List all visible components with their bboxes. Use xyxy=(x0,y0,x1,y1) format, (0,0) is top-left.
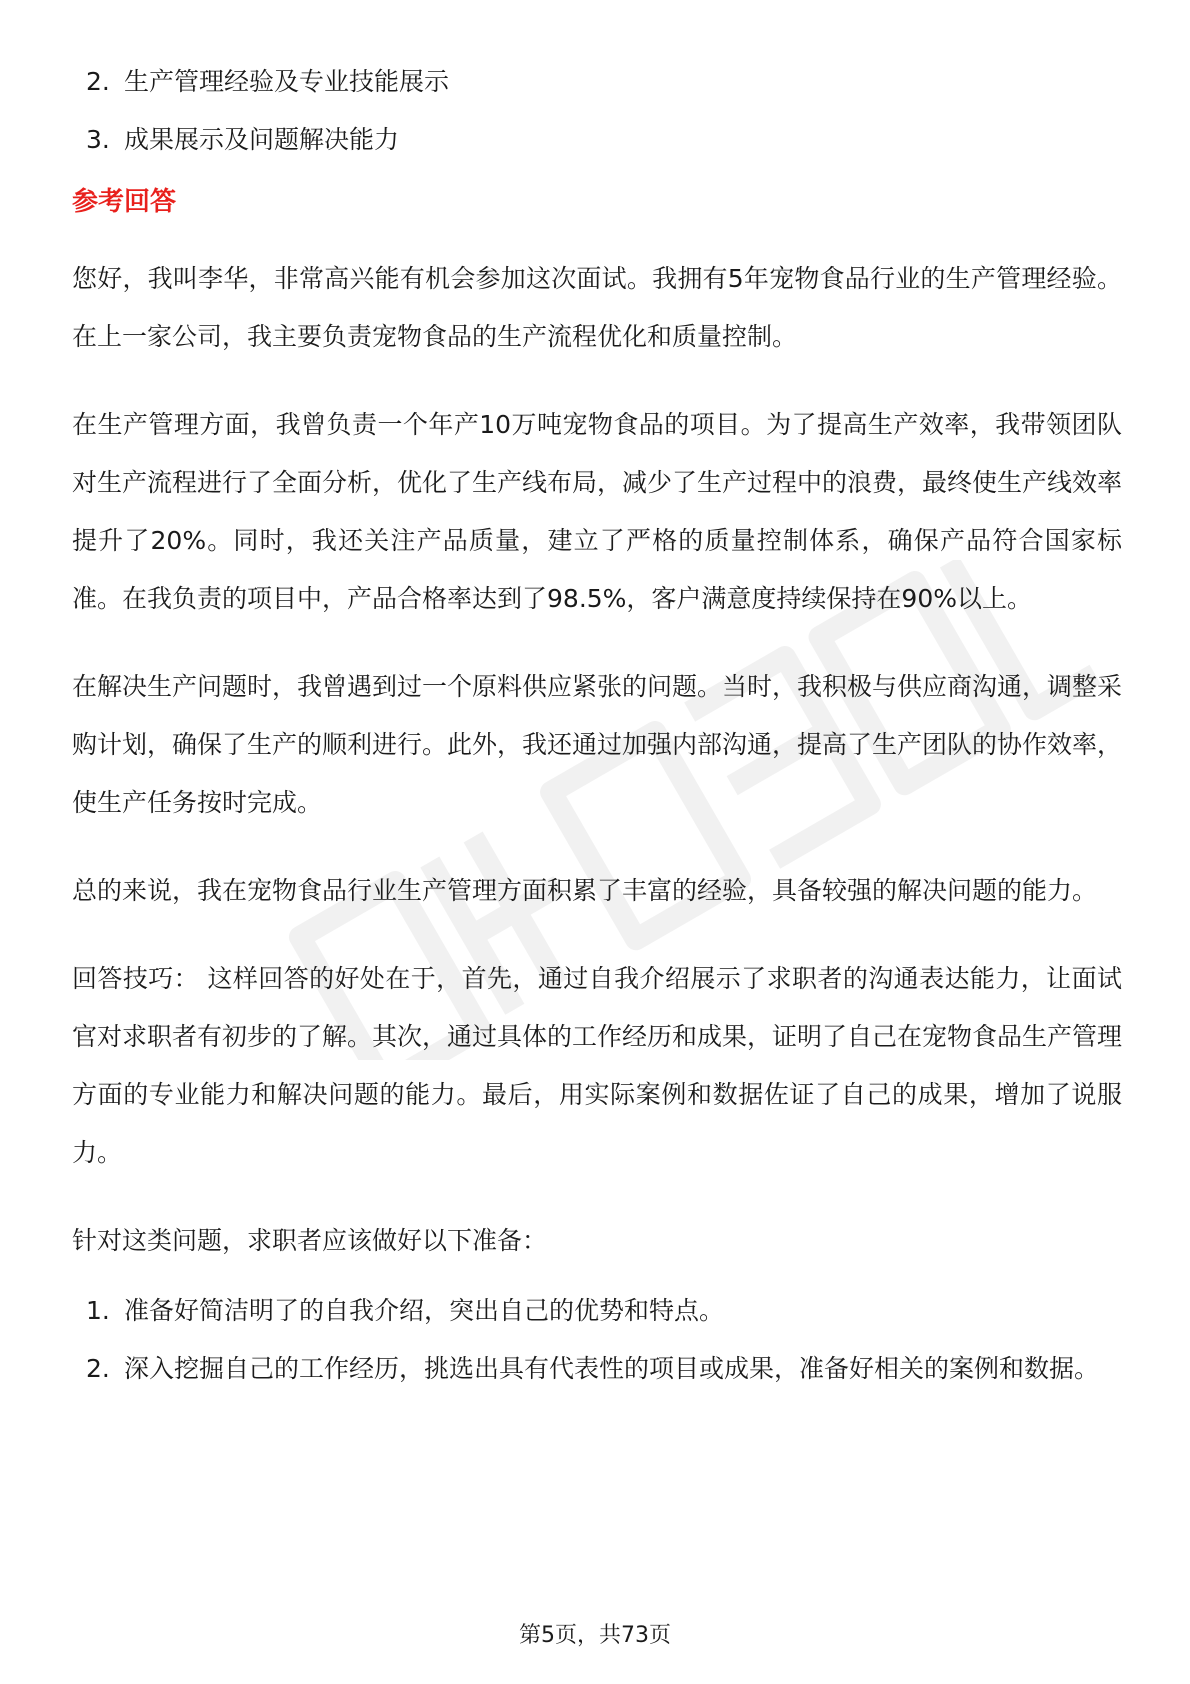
list-item-text: 成果展示及问题解决能力 xyxy=(124,125,400,154)
list-item-text: 准备好简洁明了的自我介绍，突出自己的优势和特点。 xyxy=(124,1296,725,1325)
list-item-number: 3. xyxy=(86,125,110,154)
list-item xyxy=(72,1284,1122,1338)
list-item xyxy=(72,1342,1122,1396)
list-item-text: 生产管理经验及专业技能展示 xyxy=(124,67,450,96)
top-list xyxy=(72,60,1122,162)
list-item xyxy=(72,118,1122,162)
list-item-text: 深入挖掘自己的工作经历，挑选出具有代表性的项目或成果，准备好相关的案例和数据。 xyxy=(124,1354,1100,1383)
paragraph-intro: 您好，我叫李华，非常高兴能有机会参加这次面试。我拥有5年宠物食品行业的生产管理经验。在上一家公司，我主要负责宠物食品的生产流程优化和质量控制。 xyxy=(72,264,1122,351)
answer-heading: 参考回答 xyxy=(72,187,177,217)
prep-list xyxy=(72,1284,1122,1396)
content-area xyxy=(72,60,1122,1400)
paragraph-summary: 总的来说，我在宠物食品行业生产管理方面积累了丰富的经验，具备较强的解决问题的能力。 xyxy=(72,876,1098,905)
paragraph-management: 在生产管理方面，我曾负责一个年产10万吨宠物食品的项目。为了提高生产效率，我带领团队对生产流程进行了全面分析，优化了生产线布局，减少了生产过程中的浪费，最终使生产线效率提升了20%。同时，我还关注产品质量，建立了严格的质量控制体系，确保产品符合国家标准。在我负责的项目中，产品合格率达到了98.5%，客户满意度持续保持在90%以上。 xyxy=(72,410,1123,613)
list-item-number: 2. xyxy=(86,1354,110,1383)
list-item xyxy=(72,60,1122,104)
paragraph-tips: 回答技巧： 这样回答的好处在于，首先，通过自我介绍展示了求职者的沟通表达能力，让面试官对求职者有初步的了解。其次，通过具体的工作经历和成果，证明了自己在宠物食品生产管理方面的专业能力和解决问题的能力。最后，用实际案例和数据佐证了自己的成果，增加了说服力。 xyxy=(72,964,1123,1167)
paragraph-problem-solving: 在解决生产问题时，我曾遇到过一个原料供应紧张的问题。当时，我积极与供应商沟通，调整采购计划，确保了生产的顺利进行。此外，我还通过加强内部沟通，提高了生产团队的协作效率，使生产任务按时完成。 xyxy=(72,672,1123,817)
page-footer: 第5页，共73页 xyxy=(519,1623,671,1648)
list-item-number: 1. xyxy=(86,1296,110,1325)
paragraph-prep-intro: 针对这类问题，求职者应该做好以下准备： xyxy=(72,1226,548,1255)
list-item-number: 2. xyxy=(86,67,110,96)
